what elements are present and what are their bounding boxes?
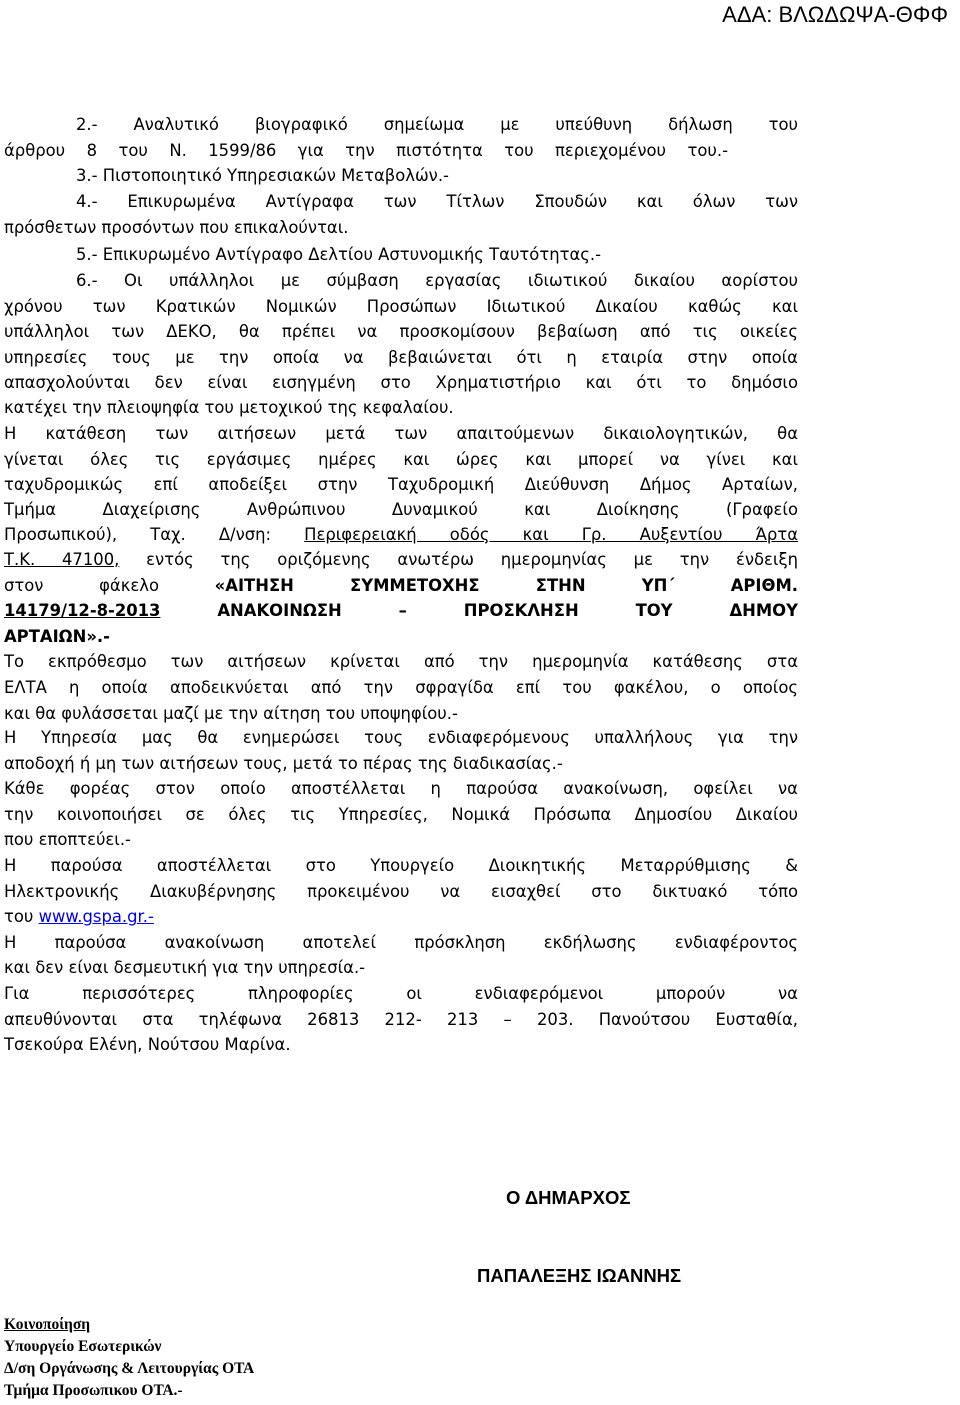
- text-line: 5.- Επικυρωμένο Αντίγραφο Δελτίου Αστυνομικής Ταυτότητας.-: [76, 245, 601, 264]
- text-line: Η παρούσα ανακοίνωση αποτελεί πρόσκληση εκδήλωσης ενδιαφέροντος: [4, 933, 798, 952]
- envelope-label: ΑΝΑΚΟΙΝΩΣΗ – ΠΡΟΣΚΛΗΣΗ ΤΟΥ ΔΗΜΟΥ: [217, 601, 798, 620]
- text-line: Κάθε φορέας στον οποίο αποστέλλεται η παρούσα ανακοίνωση, οφείλει να: [4, 779, 798, 798]
- website-link[interactable]: www.gspa.gr.-: [38, 907, 154, 926]
- text-line: Τμήμα Διαχείρισης Ανθρώπινου Δυναμικού και Διοίκησης (Γραφείο: [4, 500, 798, 519]
- text-line: απασχολούνται δεν είναι εισηγμένη στο Χρηματιστήριο και ότι το δημόσιο: [4, 373, 798, 392]
- text-line: [4, 576, 798, 595]
- text-line: χρόνου των Κρατικών Νομικών Προσώπων Ιδιωτικού Δικαίου καθώς και: [4, 297, 798, 316]
- distribution-item: Υπουργείο Εσωτερικών: [4, 1338, 162, 1355]
- text-span: Προσωπικού), Ταχ. Δ/νση:: [4, 525, 305, 544]
- text-line: άρθρου 8 του Ν. 1599/86 για την πιστότητα του περιεχομένου του.-: [4, 141, 728, 160]
- text-line: [4, 907, 798, 926]
- text-line: υπηρεσίες τους με την οποία να βεβαιώνεται ότι η εταιρία στην οποία: [4, 348, 798, 367]
- text-line: και δεν είναι δεσμευτική για την υπηρεσία.-: [4, 958, 366, 977]
- text-line: απευθύνονται στα τηλέφωνα 26813 212- 213 – 203. Πανούτσου Ευσταθία,: [4, 1010, 798, 1029]
- text-line: [4, 550, 798, 569]
- text-line: ΑΡΤΑΙΩΝ».-: [4, 627, 110, 646]
- text-line: [4, 525, 798, 544]
- text-line: 6.- Οι υπάλληλοι με σύμβαση εργασίας ιδιωτικού δικαίου αορίστου: [76, 271, 798, 290]
- postal-code: Τ.Κ. 47100,: [4, 550, 120, 569]
- text-line: ΕΛΤΑ η οποία αποδεικνύεται από την σφραγίδα επί του φακέλου, ο οποίος: [4, 678, 798, 697]
- text-line: κατέχει την πλειοψηφία του μετοχικού της κεφαλαίου.: [4, 398, 454, 417]
- text-line: 3.- Πιστοποιητικό Υπηρεσιακών Μεταβολών.-: [76, 166, 449, 185]
- text-line: Για περισσότερες πληροφορίες οι ενδιαφερόμενοι μπορούν να: [4, 984, 798, 1003]
- text-line: Τσεκούρα Ελένη, Νούτσου Μαρίνα.: [4, 1035, 291, 1054]
- text-line: 2.- Αναλυτικό βιογραφικό σημείωμα με υπεύθυνη δήλωση του: [76, 115, 798, 134]
- distribution-heading: Κοινοποίηση: [4, 1316, 91, 1333]
- text-line: Το εκπρόθεσμο των αιτήσεων κρίνεται από την ημερομηνία κατάθεσης στα: [4, 652, 798, 671]
- text-line: που εποπτεύει.-: [4, 830, 131, 849]
- text-span: εντός της οριζόμενης ανωτέρω ημερομηνίας με την ένδειξη: [119, 550, 798, 569]
- signature-name: ΠΑΠΑΛΕΞΗΣ ΙΩΑΝΝΗΣ: [477, 1265, 682, 1286]
- text-line: Η κατάθεση των αιτήσεων μετά των απαιτούμενων δικαιολογητικών, θα: [4, 424, 798, 443]
- text-line: υπάλληλοι των ΔΕΚΟ, θα πρέπει να προσκομίσουν βεβαίωση από τις οικείες: [4, 322, 798, 341]
- distribution-item: Δ/ση Οργάνωσης & Λειτουργίας ΟΤΑ: [4, 1360, 255, 1377]
- signature-title: Ο ΔΗΜΑΡΧΟΣ: [506, 1187, 631, 1208]
- text-line: αποδοχή ή μη των αιτήσεων τους, μετά το πέρας της διαδικασίας.-: [4, 754, 563, 773]
- distribution-item: Τμήμα Προσωπικου ΟΤΑ.-: [4, 1382, 183, 1399]
- text-line: [4, 601, 798, 620]
- envelope-label: «ΑΙΤΗΣΗ ΣΥΜΜΕΤΟΧΗΣ ΣΤΗΝ ΥΠ΄ ΑΡΙΘΜ.: [214, 576, 798, 595]
- text-line: πρόσθετων προσόντων που επικαλούνται.: [4, 218, 349, 237]
- text-span: στον φάκελο: [4, 576, 215, 595]
- text-line: 4.- Επικυρωμένα Αντίγραφα των Τίτλων Σπουδών και όλων των: [76, 192, 798, 211]
- text-line: και θα φυλάσσεται μαζί με την αίτηση του υποψηφίου.-: [4, 704, 458, 723]
- protocol-number: 14179/12-8-2013: [4, 601, 161, 620]
- address-text: Περιφερειακή οδός και Γρ. Αυξεντίου Άρτα: [304, 525, 798, 544]
- text-line: Η παρούσα αποστέλλεται στο Υπουργείο Διοικητικής Μεταρρύθμισης &: [4, 856, 798, 875]
- text-line: ταχυδρομικώς επί αποδείξει στην Ταχυδρομική Διεύθυνση Δήμος Αρταίων,: [4, 475, 798, 494]
- text-line: γίνεται όλες τις εργάσιμες ημέρες και ώρες και μπορεί να γίνει και: [4, 450, 798, 469]
- text-line: Η Υπηρεσία μας θα ενημερώσει τους ενδιαφερόμενους υπαλλήλους για την: [4, 728, 798, 747]
- text-line: Ηλεκτρονικής Διακυβέρνησης προκειμένου να εισαχθεί στο δικτυακό τόπο: [4, 882, 798, 901]
- ada-code: ΑΔΑ: ΒΛΩΔΩΨΑ-ΘΦΦ: [722, 2, 948, 27]
- text-span: του: [4, 907, 39, 926]
- text-line: την κοινοποιήσει σε όλες τις Υπηρεσίες, Νομικά Πρόσωπα Δημοσίου Δικαίου: [4, 805, 798, 824]
